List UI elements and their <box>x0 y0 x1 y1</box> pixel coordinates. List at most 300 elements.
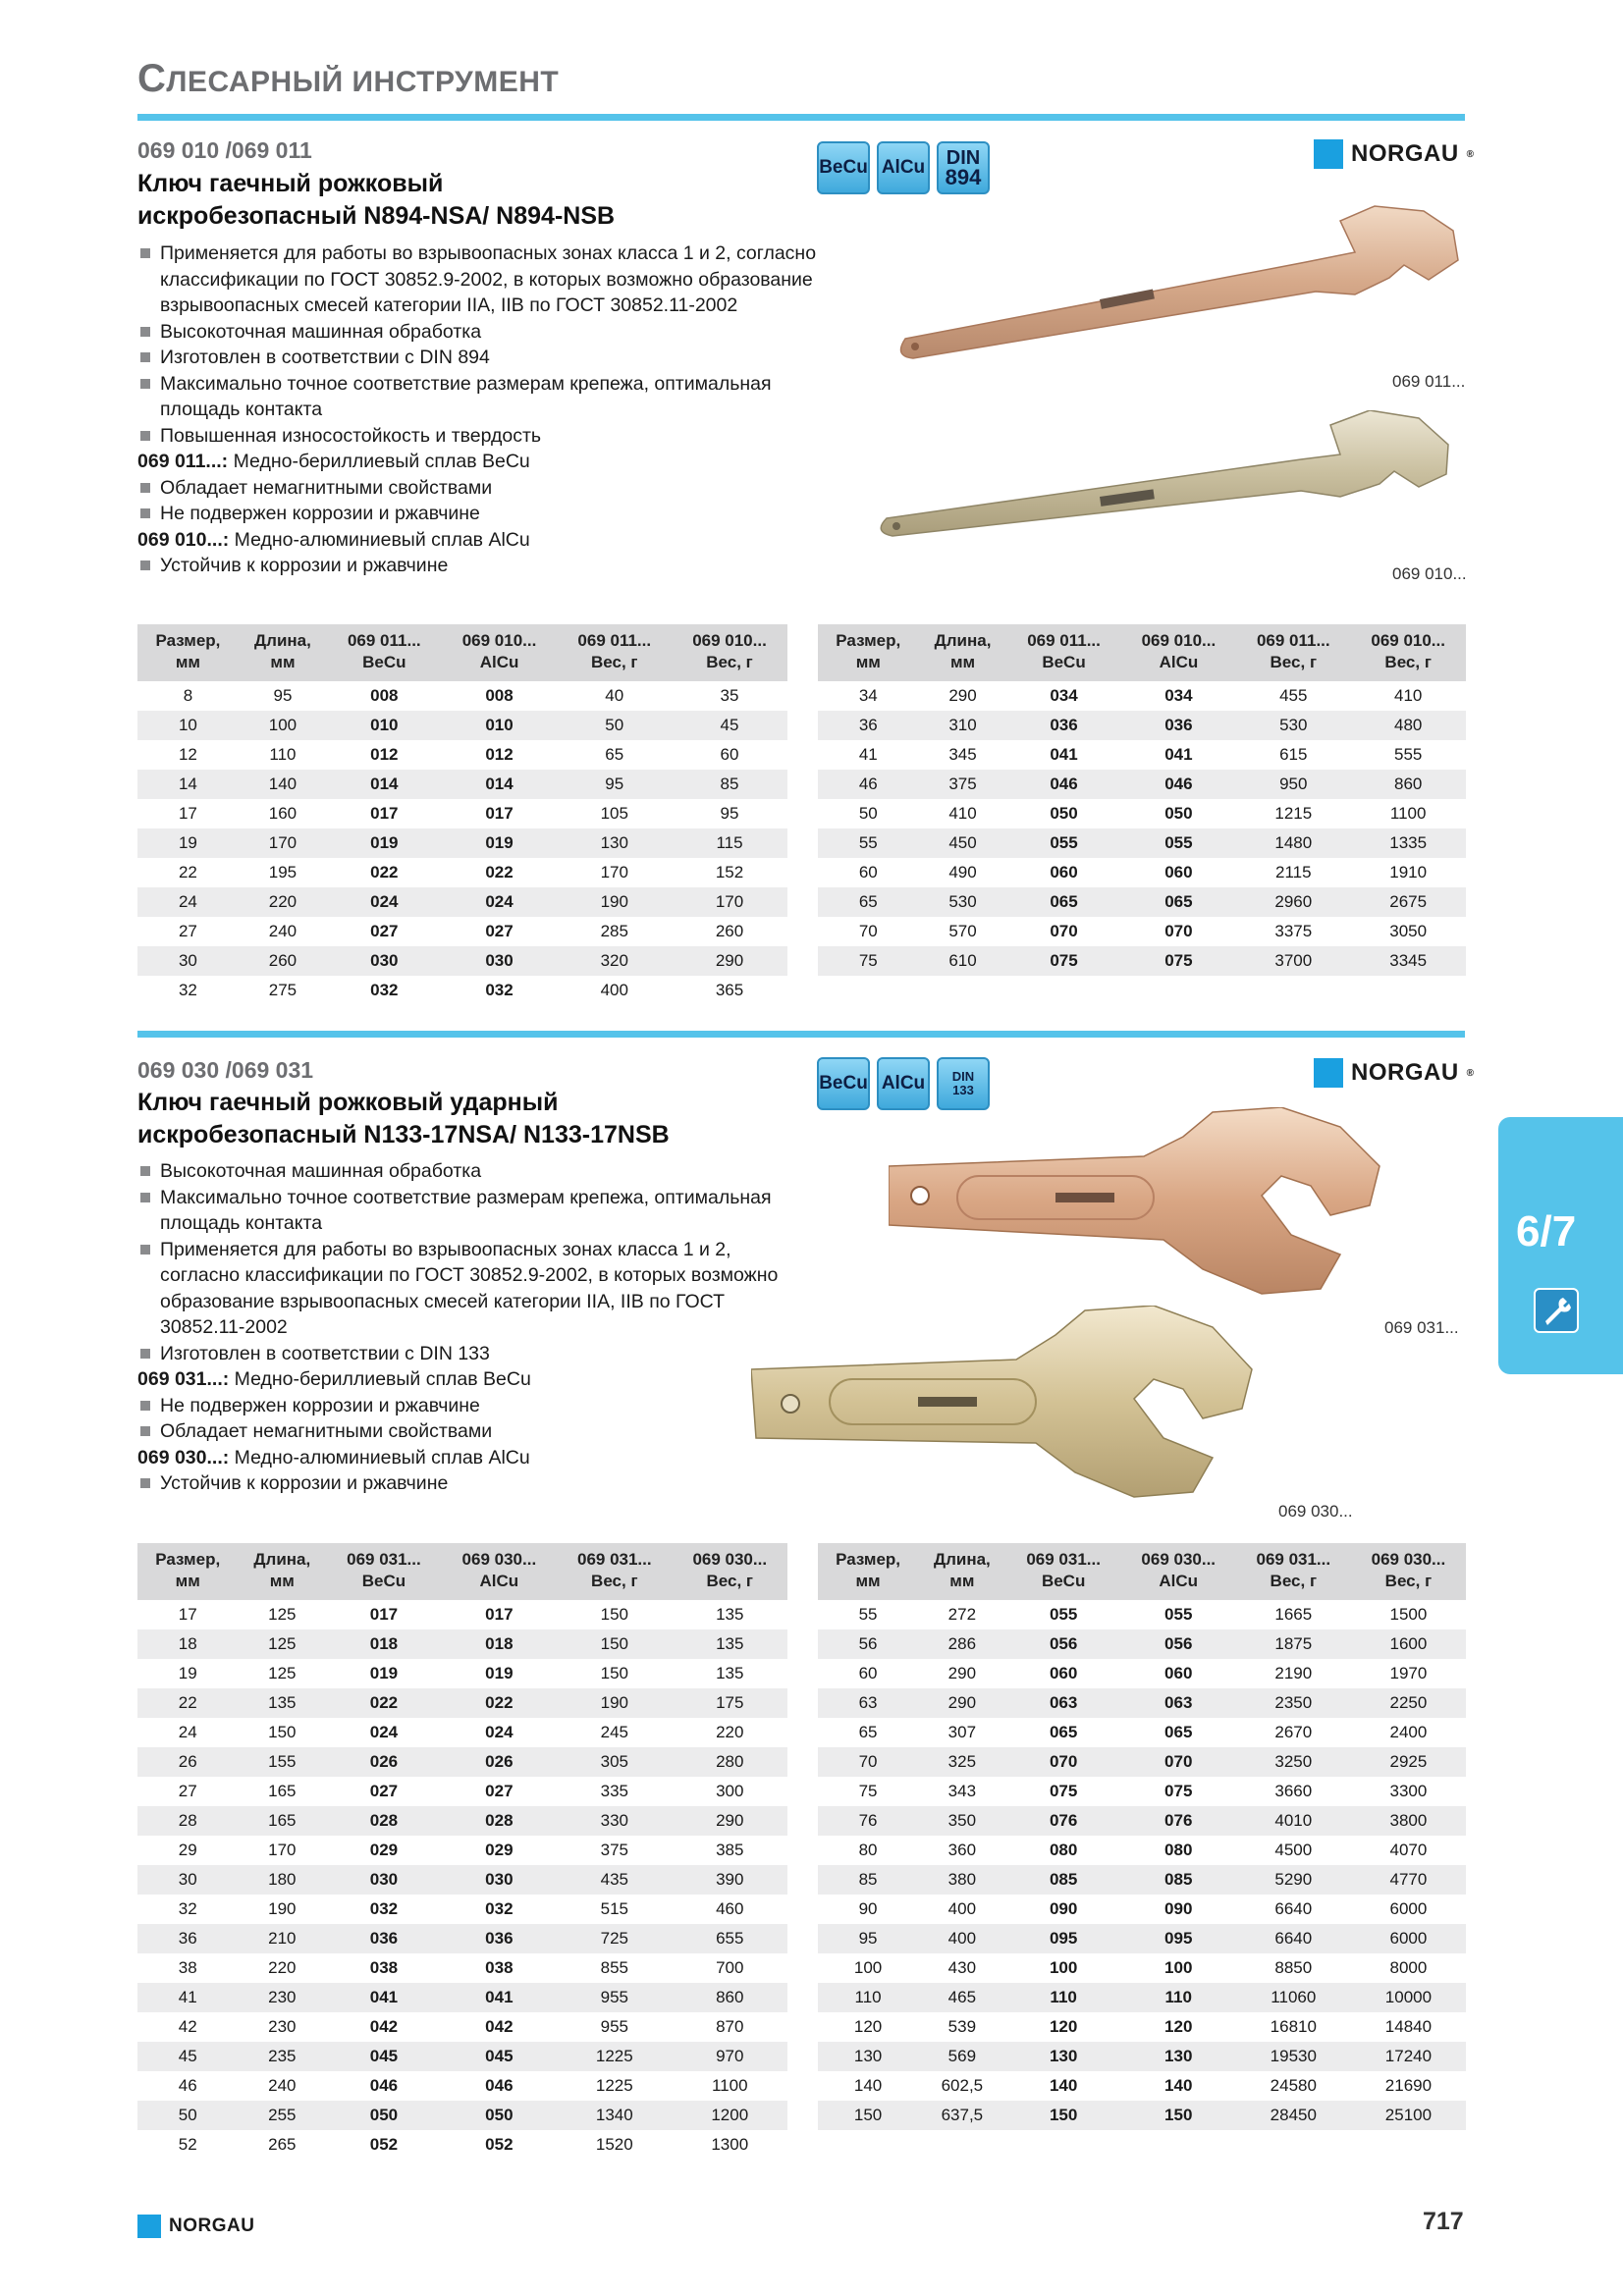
table-row <box>818 858 1466 887</box>
table-row <box>818 799 1466 828</box>
table-cell: 125 <box>238 1629 326 1659</box>
table-cell: 022 <box>442 1688 557 1718</box>
table-row <box>818 946 1466 976</box>
table-cell: 030 <box>442 946 558 976</box>
table-cell: 024 <box>485 1723 514 1741</box>
feature-item: Повышенная износостойкость и твердость <box>137 423 844 450</box>
table-row <box>137 2012 787 2042</box>
table-cell: 220 <box>239 887 327 917</box>
table-row <box>818 1688 1466 1718</box>
table-cell: 050 <box>1164 804 1193 823</box>
table-cell: 95 <box>273 686 293 705</box>
table-cell: 046 <box>369 2076 399 2095</box>
table-cell: 4770 <box>1351 1865 1466 1895</box>
table-cell: 80 <box>858 1841 878 1859</box>
table-cell: 014 <box>442 770 558 799</box>
table-cell: 210 <box>238 1924 326 1953</box>
table-cell: 76 <box>818 1806 918 1836</box>
table-cell: 170 <box>600 863 628 881</box>
table-header-row <box>137 624 787 681</box>
wrench-image-069-011 <box>893 201 1483 368</box>
feature-item: Высокоточная машинная обработка <box>137 319 844 346</box>
table-row <box>818 2012 1466 2042</box>
column-header: Длина, мм <box>239 624 327 681</box>
table-cell: 018 <box>326 1629 441 1659</box>
table-cell: 46 <box>178 2076 197 2095</box>
column-header: 069 011... BeCu <box>327 624 442 681</box>
table-cell: 052 <box>485 2135 514 2154</box>
table-cell: 230 <box>268 2017 297 2036</box>
feature-item: площадь контакта <box>160 399 323 420</box>
table-cell: 038 <box>485 1958 514 1977</box>
table-cell: 1500 <box>1389 1605 1428 1624</box>
table-cell: 026 <box>326 1747 441 1777</box>
table-cell: 065 <box>1006 887 1120 917</box>
table-cell: 1910 <box>1389 863 1428 881</box>
feature-item <box>137 1366 844 1393</box>
feature-code: 069 030...: <box>137 1446 230 1468</box>
table-cell: 60 <box>858 1664 878 1682</box>
table-cell: 019 <box>485 1664 514 1682</box>
table-cell: 135 <box>716 1664 744 1682</box>
table-cell: 165 <box>268 1782 297 1800</box>
brand-square-icon <box>1314 139 1343 169</box>
table-cell: 17240 <box>1351 2042 1466 2071</box>
table-cell: 290 <box>947 1664 977 1682</box>
table-row <box>137 2042 787 2071</box>
table-cell: 36 <box>818 711 919 740</box>
table-cell: 190 <box>558 887 673 917</box>
table-cell: 165 <box>238 1806 326 1836</box>
table-row <box>818 2042 1466 2071</box>
table-cell: 050 <box>442 2101 557 2130</box>
table-cell: 28450 <box>1236 2101 1351 2130</box>
table-cell: 6640 <box>1236 1924 1351 1953</box>
brand-square-icon <box>137 2215 161 2238</box>
feature-text: Медно-бериллиевый сплав BeCu <box>229 1368 531 1390</box>
table-cell: 18 <box>137 1629 238 1659</box>
table-cell: 100 <box>239 711 327 740</box>
table-cell: 305 <box>557 1747 672 1777</box>
table-cell: 032 <box>369 1899 399 1918</box>
table-cell: 055 <box>1164 1605 1193 1624</box>
table-cell: 25100 <box>1351 2101 1466 2130</box>
table-cell: 1340 <box>557 2101 672 2130</box>
table-cell: 460 <box>716 1899 744 1918</box>
table-cell: 41 <box>858 745 878 764</box>
material-badges <box>817 141 990 194</box>
table-cell: 150 <box>600 1605 628 1624</box>
size-table-right <box>818 1543 1466 2130</box>
table-cell: 655 <box>673 1924 787 1953</box>
table-cell: 1300 <box>711 2135 749 2154</box>
feature-item: Высокоточная машинная обработка <box>137 1158 844 1185</box>
table-cell: 052 <box>369 2135 399 2154</box>
table-cell: 8000 <box>1389 1958 1428 1977</box>
table-cell: 036 <box>1006 711 1120 740</box>
table-cell: 17 <box>178 1605 197 1624</box>
table-cell: 450 <box>919 828 1007 858</box>
table-cell: 400 <box>947 1899 977 1918</box>
table-cell: 27 <box>178 1782 197 1800</box>
table-cell: 3050 <box>1389 922 1428 940</box>
column-header: 069 030... AlCu <box>1121 1543 1236 1600</box>
wrench-image-069-010 <box>879 410 1468 558</box>
table-row <box>137 770 787 799</box>
table-cell: 065 <box>1049 1723 1078 1741</box>
table-row <box>818 1953 1466 1983</box>
table-cell: 170 <box>672 887 787 917</box>
table-row <box>137 858 787 887</box>
table-cell: 010 <box>327 711 442 740</box>
table-cell: 28 <box>137 1806 238 1836</box>
wrench-icon <box>1534 1288 1579 1333</box>
table-cell: 530 <box>1236 711 1350 740</box>
table-cell: 070 <box>1006 1747 1121 1777</box>
table-cell: 027 <box>370 922 399 940</box>
image-caption: 069 030... <box>1278 1502 1353 1521</box>
table-cell: 34 <box>858 686 878 705</box>
table-cell: 410 <box>948 804 977 823</box>
table-cell: 22 <box>178 863 197 881</box>
table-cell: 16810 <box>1270 2017 1317 2036</box>
table-cell: 50 <box>137 2101 238 2130</box>
column-header: 069 010... AlCu <box>442 624 558 681</box>
table-cell: 075 <box>1049 1782 1078 1800</box>
table-cell: 115 <box>672 828 787 858</box>
table-cell: 1100 <box>711 2076 748 2095</box>
table-cell: 6000 <box>1389 1899 1428 1918</box>
table-cell: 24 <box>178 1723 197 1741</box>
table-cell: 038 <box>369 1958 399 1977</box>
page-title: СЛЕСАРНЫЙ ИНСТРУМЕНТ <box>137 57 560 100</box>
table-cell: 125 <box>268 1605 297 1624</box>
table-cell: 4010 <box>1236 1806 1351 1836</box>
feature-item: Устойчив к коррозии и ржавчине <box>137 553 844 579</box>
table-cell: 008 <box>370 686 399 705</box>
table-cell: 41 <box>137 1983 238 2012</box>
table-cell: 063 <box>1006 1688 1121 1718</box>
table-cell: 065 <box>1121 887 1237 917</box>
table-cell: 29 <box>178 1841 197 1859</box>
table-cell: 030 <box>442 1865 557 1895</box>
feature-item: образование взрывоопасных смесей категории IIA, IIB по ГОСТ <box>160 1290 725 1312</box>
table-cell: 135 <box>238 1688 326 1718</box>
becu-badge: BeCu <box>817 1057 870 1110</box>
table-cell: 63 <box>818 1688 918 1718</box>
table-cell: 300 <box>716 1782 744 1800</box>
table-row <box>137 946 787 976</box>
table-cell: 55 <box>818 828 919 858</box>
wrench-image-069-030 <box>751 1306 1301 1502</box>
table-cell: 955 <box>600 2017 628 2036</box>
table-row <box>818 1983 1466 2012</box>
table-cell: 85 <box>818 1865 918 1895</box>
table-cell: 170 <box>239 828 327 858</box>
table-cell: 110 <box>1121 1983 1236 2012</box>
table-row <box>818 1659 1466 1688</box>
table-cell: 860 <box>1350 770 1466 799</box>
table-cell: 480 <box>1350 711 1466 740</box>
table-cell: 3250 <box>1236 1747 1351 1777</box>
table-cell: 076 <box>1006 1806 1121 1836</box>
table-cell: 063 <box>1121 1688 1236 1718</box>
table-cell: 105 <box>600 804 628 823</box>
table-cell: 19530 <box>1236 2042 1351 2071</box>
table-cell: 530 <box>919 887 1007 917</box>
feature-item <box>137 527 844 554</box>
table-cell: 343 <box>947 1782 977 1800</box>
table-cell: 360 <box>947 1841 977 1859</box>
table-cell: 290 <box>948 686 977 705</box>
table-cell: 029 <box>369 1841 399 1859</box>
wrench-image-069-031 <box>889 1107 1429 1304</box>
table-cell: 1600 <box>1351 1629 1466 1659</box>
table-cell: 065 <box>1164 1723 1193 1741</box>
table-cell: 2250 <box>1351 1688 1466 1718</box>
table-cell: 307 <box>947 1723 977 1741</box>
table-cell: 42 <box>178 2017 197 2036</box>
table-cell: 330 <box>557 1806 672 1836</box>
feature-item: Изготовлен в соответствии с DIN 894 <box>137 345 844 371</box>
table-cell: 65 <box>858 1723 878 1741</box>
column-header: 069 030... Вес, г <box>1351 1543 1466 1600</box>
feature-item <box>137 449 844 475</box>
table-cell: 14 <box>137 770 239 799</box>
table-cell: 027 <box>369 1782 399 1800</box>
table-cell: 265 <box>268 2135 297 2154</box>
table-cell: 40 <box>605 686 624 705</box>
column-header: 069 010... AlCu <box>1121 624 1237 681</box>
feature-item: 30852.11-2002 <box>160 1316 288 1338</box>
table-cell: 45 <box>137 2042 238 2071</box>
table-cell: 380 <box>918 1865 1006 1895</box>
table-cell: 024 <box>442 887 558 917</box>
table-cell: 041 <box>1164 745 1193 764</box>
table-cell: 400 <box>918 1924 1006 1953</box>
table-cell: 150 <box>818 2101 918 2130</box>
table-cell: 190 <box>557 1688 672 1718</box>
table-cell: 2925 <box>1351 1747 1466 1777</box>
table-cell: 955 <box>557 1983 672 2012</box>
chapter-tab[interactable] <box>1498 1117 1623 1374</box>
table-row <box>137 887 787 917</box>
table-cell: 150 <box>1006 2101 1121 2130</box>
table-row <box>137 1865 787 1895</box>
table-cell: 50 <box>558 711 673 740</box>
table-row <box>137 976 787 1005</box>
table-cell: 028 <box>326 1806 441 1836</box>
table-cell: 637,5 <box>918 2101 1006 2130</box>
table-cell: 034 <box>1164 686 1193 705</box>
table-cell: 65 <box>605 745 624 764</box>
table-cell: 060 <box>1164 863 1193 881</box>
table-cell: 045 <box>442 2042 557 2071</box>
becu-badge: BeCu <box>817 141 870 194</box>
table-cell: 130 <box>818 2042 918 2071</box>
table-cell: 870 <box>716 2017 744 2036</box>
table-row <box>818 828 1466 858</box>
table-cell: 150 <box>557 1629 672 1659</box>
table-cell: 027 <box>485 922 514 940</box>
table-cell: 1480 <box>1236 828 1350 858</box>
table-cell: 110 <box>269 745 297 764</box>
feature-item <box>137 1445 844 1471</box>
table-row <box>137 799 787 828</box>
table-cell: 10000 <box>1351 1983 1466 2012</box>
table-row <box>818 1806 1466 1836</box>
table-row <box>818 1629 1466 1659</box>
table-cell: 8850 <box>1274 1958 1313 1977</box>
table-cell: 19 <box>137 828 239 858</box>
size-table-left <box>137 1543 787 2160</box>
table-cell: 950 <box>1236 770 1350 799</box>
section-rule <box>137 1031 1465 1038</box>
table-cell: 019 <box>442 828 558 858</box>
feature-item: Максимально точное соответствие размерам крепежа, оптимальная <box>137 371 844 398</box>
table-cell: 012 <box>485 745 514 764</box>
table-cell: 26 <box>137 1747 238 1777</box>
table-row <box>137 1688 787 1718</box>
table-cell: 435 <box>557 1865 672 1895</box>
feature-text: Медно-алюминиевый сплав AlCu <box>229 528 530 551</box>
table-cell: 095 <box>1006 1924 1121 1953</box>
column-header: 069 031... BeCu <box>326 1543 441 1600</box>
table-cell: 1520 <box>595 2135 633 2154</box>
table-cell: 012 <box>370 745 399 764</box>
table-row <box>137 1629 787 1659</box>
table-cell: 195 <box>268 863 298 881</box>
table-cell: 375 <box>919 770 1007 799</box>
feature-item: Устойчив к коррозии и ржавчине <box>137 1470 844 1497</box>
table-cell: 2960 <box>1236 887 1350 917</box>
article-number: 069 030 /069 031 <box>137 1057 314 1083</box>
table-cell: 1225 <box>557 2042 672 2071</box>
table-cell: 285 <box>600 922 628 940</box>
feature-code: 069 011...: <box>137 451 229 472</box>
table-cell: 36 <box>137 1924 238 1953</box>
table-row <box>137 1895 787 1924</box>
column-header: Длина, мм <box>238 1543 326 1600</box>
table-cell: 260 <box>715 922 744 940</box>
feature-text: Медно-бериллиевый сплав BeCu <box>228 451 530 472</box>
table-cell: 075 <box>1006 946 1120 976</box>
table-cell: 95 <box>558 770 673 799</box>
table-row <box>818 1600 1466 1629</box>
table-cell: 280 <box>673 1747 787 1777</box>
feature-item: Обладает немагнитными свойствами <box>137 1418 844 1445</box>
column-header: 069 011... Вес, г <box>558 624 673 681</box>
table-cell: 3800 <box>1351 1806 1466 1836</box>
table-cell: 255 <box>238 2101 326 2130</box>
feature-item: Не подвержен коррозии и ржавчине <box>137 501 844 527</box>
feature-item: Не подвержен коррозии и ржавчине <box>137 1393 844 1419</box>
table-cell: 700 <box>716 1958 744 1977</box>
table-cell: 245 <box>600 1723 628 1741</box>
table-cell: 125 <box>268 1664 297 1682</box>
table-cell: 11060 <box>1236 1983 1351 2012</box>
table-cell: 055 <box>1049 1605 1078 1624</box>
table-cell: 036 <box>442 1924 557 1953</box>
column-header: 069 031... Вес, г <box>557 1543 672 1600</box>
table-cell: 3660 <box>1274 1782 1313 1800</box>
table-cell: 275 <box>268 981 298 999</box>
table-cell: 85 <box>672 770 787 799</box>
size-table-right <box>818 624 1466 976</box>
column-header: Размер, мм <box>137 1543 238 1600</box>
size-table-left <box>137 624 787 1005</box>
table-cell: 060 <box>1164 1664 1193 1682</box>
table-cell: 050 <box>326 2101 441 2130</box>
table-row <box>818 1895 1466 1924</box>
table-row <box>137 1718 787 1747</box>
table-cell: 17 <box>178 804 197 823</box>
table-cell: 022 <box>370 863 399 881</box>
table-cell: 036 <box>1121 711 1237 740</box>
table-cell: 375 <box>600 1841 628 1859</box>
table-row <box>818 711 1466 740</box>
table-cell: 56 <box>818 1629 918 1659</box>
table-cell: 076 <box>1121 1806 1236 1836</box>
column-header: 069 010... Вес, г <box>672 624 787 681</box>
table-cell: 017 <box>370 804 399 823</box>
table-cell: 008 <box>485 686 514 705</box>
table-cell: 6640 <box>1274 1899 1313 1918</box>
table-cell: 070 <box>1050 922 1078 940</box>
alcu-badge: AlCu <box>877 141 930 194</box>
table-cell: 19 <box>178 1664 197 1682</box>
table-cell: 024 <box>327 887 442 917</box>
table-cell: 4500 <box>1274 1841 1313 1859</box>
table-cell: 220 <box>268 1958 297 1977</box>
table-cell: 95 <box>818 1924 918 1953</box>
table-cell: 022 <box>326 1688 441 1718</box>
table-cell: 135 <box>716 1605 744 1624</box>
image-caption: 069 011... <box>1392 372 1466 391</box>
table-cell: 100 <box>1049 1958 1078 1977</box>
table-cell: 2190 <box>1274 1664 1313 1682</box>
table-cell: 150 <box>600 1664 628 1682</box>
table-cell: 029 <box>485 1841 514 1859</box>
table-cell: 018 <box>442 1629 557 1659</box>
table-cell: 970 <box>673 2042 787 2071</box>
column-header: 069 030... Вес, г <box>673 1543 787 1600</box>
table-cell: 290 <box>672 946 787 976</box>
table-row <box>137 1600 787 1629</box>
table-header-row <box>818 1543 1466 1600</box>
table-cell: 8 <box>183 686 193 705</box>
feature-text: Медно-алюминиевый сплав AlCu <box>229 1446 530 1468</box>
image-caption: 069 031... <box>1384 1318 1459 1337</box>
table-cell: 017 <box>485 804 514 823</box>
table-cell: 130 <box>1006 2042 1121 2071</box>
table-row <box>137 1747 787 1777</box>
table-row <box>818 887 1466 917</box>
table-cell: 2400 <box>1389 1723 1428 1741</box>
table-cell: 410 <box>1393 686 1423 705</box>
table-cell: 032 <box>485 981 514 999</box>
table-cell: 272 <box>947 1605 977 1624</box>
table-cell: 615 <box>1279 745 1308 764</box>
table-cell: 170 <box>268 1841 297 1859</box>
table-cell: 024 <box>369 1723 399 1741</box>
table-row <box>818 770 1466 799</box>
table-row <box>818 1865 1466 1895</box>
column-header: Размер, мм <box>818 1543 918 1600</box>
table-cell: 3375 <box>1274 922 1313 940</box>
table-cell: 155 <box>238 1747 326 1777</box>
feature-code: 069 031...: <box>137 1368 230 1390</box>
